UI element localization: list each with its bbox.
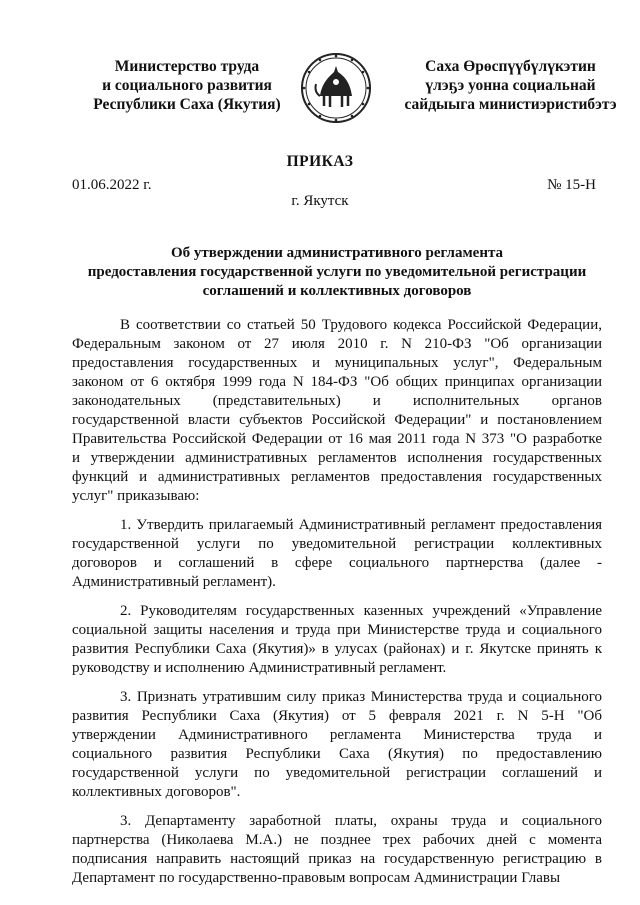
body-paragraph <box>72 812 602 888</box>
paragraph-line: государственной власти субъектов Российской Федерации" и постановлением <box>72 412 602 428</box>
order-date: 01.06.2022 г. <box>72 177 152 193</box>
paragraph-line: услуг" приказываю: <box>72 488 200 504</box>
paragraph-line: подписания направить настоящий приказ на государственную регистрацию в <box>72 851 602 867</box>
subject-line: Об утверждении административного регламента <box>170 245 504 261</box>
order-number: № 15-Н <box>547 177 596 193</box>
paragraph-line: государственной услуги по уведомительной регистрации соглашений и <box>72 765 602 781</box>
paragraph-line: 3. Департаменту заработной платы, охраны труда и социального <box>120 813 602 829</box>
paragraph-line: предоставления государственных и муниципальных услуг", Федеральным <box>72 355 602 371</box>
ministry-name-sah-line: сайдыыга министиэристибэтэ <box>404 96 617 113</box>
paragraph-line: государственной услуги по уведомительной регистрации коллективных <box>72 536 602 552</box>
subject-line: предоставления государственной услуги по уведомительной регистрации <box>87 264 587 280</box>
paragraph-line: Правительства Российской Федерации от 16 мая 2011 года N 373 "О разработке <box>72 431 602 447</box>
ministry-name-ru-line: Министерство труда <box>114 58 260 75</box>
paragraph-line: Департамент по государственно-правовым вопросам Администрации Главы <box>72 870 561 886</box>
paragraph-line: руководству и исполнению Административный регламент. <box>72 660 447 676</box>
coat-of-arms-emblem <box>300 52 372 124</box>
paragraph-line: 3. Признать утратившим силу приказ Министерства труда и социального <box>120 689 602 705</box>
paragraph-line: 2. Руководителям государственных казенных учреждений «Управление <box>120 603 602 619</box>
paragraph-line: развития Республики Саха (Якутия) от 5 февраля 2021 г. N 5-Н "Об <box>72 708 602 724</box>
paragraph-line: Федеральным законом от 27 июля 2010 г. N 210-ФЗ "Об организации <box>72 336 602 352</box>
body-paragraph <box>72 316 602 506</box>
body-paragraph <box>72 602 602 678</box>
paragraph-line: законодательных (представительных) и исполнительных органов <box>72 393 602 409</box>
paragraph-line: партнерства (Николаева М.А.) не позднее трех рабочих дней с момента <box>72 832 602 848</box>
order-title: ПРИКАЗ <box>286 153 354 170</box>
ministry-name-ru <box>72 57 302 114</box>
order-body <box>72 316 602 898</box>
paragraph-line: В соответствии со статьей 50 Трудового кодекса Российской Федерации, <box>120 317 602 333</box>
paragraph-line: законом от 6 октября 1999 года N 184-ФЗ "Об общих принципах организации <box>72 374 602 390</box>
subject-line: соглашений и коллективных договоров <box>202 283 472 299</box>
paragraph-line: договоров и соглашений в сфере социального партнерства (далее - <box>72 555 602 571</box>
order-subject <box>72 244 602 301</box>
paragraph-line: социального развития Республики Саха (Якутия) по предоставлению <box>72 746 602 762</box>
order-city: г. Якутск <box>291 193 349 209</box>
paragraph-line: утверждении Административного регламента Министерства труда и <box>72 727 602 743</box>
ministry-name-sah <box>398 57 623 114</box>
body-paragraph <box>72 688 602 802</box>
paragraph-line: коллективных договоров". <box>72 784 241 800</box>
paragraph-line: социальной защиты населения и труда при Министерстве труда и социального <box>72 622 602 638</box>
paragraph-line: 1. Утвердить прилагаемый Административный регламент предоставления <box>120 517 602 533</box>
paragraph-line: развития Республики Саха (Якутия)» в улусах (районах) и г. Якутске принять к <box>72 641 602 657</box>
body-paragraph <box>72 516 602 592</box>
ministry-name-sah-line: Саха Өрөспүүбүлүкэтин <box>425 58 596 75</box>
paragraph-line: и утверждении административных регламентов исполнения государственных <box>72 450 602 466</box>
paragraph-line: функций и административных регламентов предоставления государственных <box>72 469 602 485</box>
ministry-name-ru-line: Республики Саха (Якутия) <box>93 96 281 113</box>
ministry-name-sah-line: үлэҕэ уонна социальнай <box>425 77 596 94</box>
ministry-name-ru-line: и социального развития <box>102 77 272 94</box>
paragraph-line: Административный регламент). <box>72 574 276 590</box>
